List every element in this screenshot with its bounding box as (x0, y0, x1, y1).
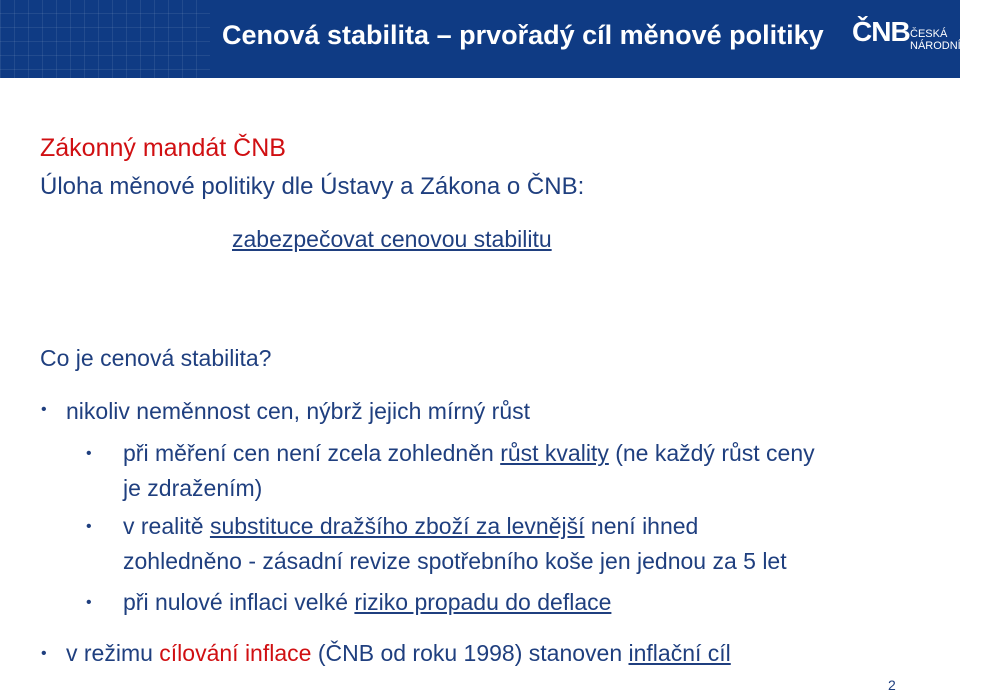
bullet-icon: • (86, 445, 92, 462)
point-1b-highlight: substituce dražšího zboží za levnější (209, 513, 585, 539)
header-pattern (0, 0, 210, 78)
point-2 (66, 640, 731, 667)
page-number: 2 (888, 677, 896, 693)
mandate-description: Úloha měnové politiky dle Ústavy a Zákona o ČNB: (40, 173, 585, 200)
bullet-icon: • (86, 518, 92, 535)
point-2-text: v režimu (66, 640, 160, 666)
cnb-logo (852, 14, 1001, 66)
logo-line-2: NÁRODNÍ BANKA (910, 40, 1001, 52)
mandate-title: Zákonný mandát ČNB (40, 134, 286, 162)
point-1b-line2: zohledněno - zásadní revize spotřebního koše jen jednou za 5 let (123, 548, 787, 574)
point-1a-text-end: (ne každý růst ceny (608, 440, 815, 466)
point-2-middle: (ČNB od roku 1998) stanoven (311, 640, 629, 666)
point-2-highlight: inflační cíl (628, 640, 731, 666)
slide-title: Cenová stabilita – prvořadý cíl měnové politiky (222, 20, 824, 50)
point-2-red: cílování inflace (159, 640, 312, 666)
question: Co je cenová stabilita? (40, 345, 272, 371)
point-1: nikoliv neměnnost cen, nýbrž jejich mírný růst (66, 398, 531, 424)
point-1a-text: při měření cen není zcela zohledněn (123, 440, 501, 466)
point-1c (123, 589, 611, 616)
logo-text (910, 28, 1001, 52)
point-1b (123, 513, 698, 540)
header-bar (0, 0, 1001, 78)
point-1a-line2: je zdražením) (123, 475, 263, 501)
mandate-goal: zabezpečovat cenovou stabilitu (232, 226, 552, 252)
point-1a (123, 440, 815, 467)
point-1c-text: při nulové inflaci velké (123, 589, 355, 615)
point-1b-text: v realitě (123, 513, 210, 539)
bullet-icon: • (86, 594, 92, 611)
bullet-icon: • (41, 645, 47, 662)
point-1c-highlight: riziko propadu do deflace (354, 589, 612, 615)
point-1b-text-end: není ihned (584, 513, 699, 539)
point-1a-highlight: růst kvality (500, 440, 609, 466)
bullet-icon: • (41, 401, 47, 418)
logo-line-1: ČESKÁ (910, 28, 948, 40)
logo-mark: ČNB (852, 16, 910, 47)
